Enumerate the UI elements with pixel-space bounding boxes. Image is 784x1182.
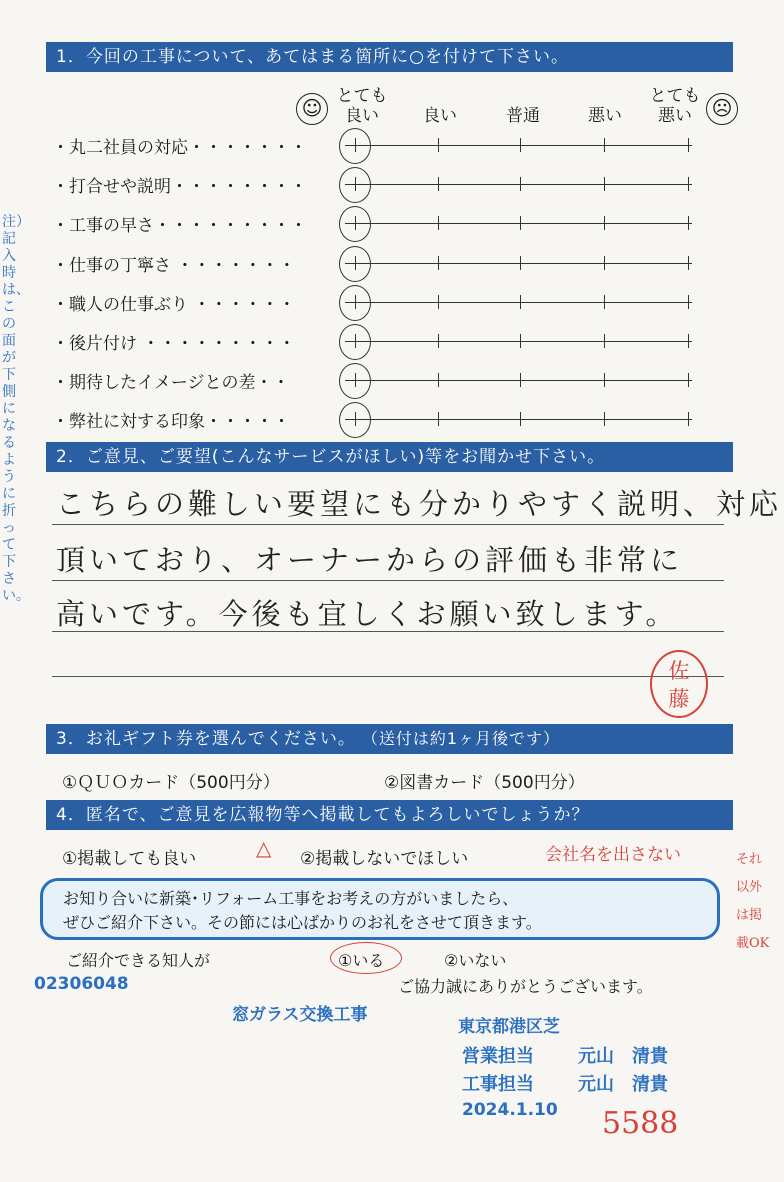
- rating-scale-line: [345, 263, 692, 264]
- rating-selection-circle: [339, 206, 371, 242]
- rating-tick[interactable]: [438, 373, 439, 387]
- sales-label: 営業担当: [462, 1046, 534, 1067]
- rating-tick[interactable]: [688, 295, 689, 309]
- comment-line-3: 高いです。今後も宜しくお願い致します。: [56, 597, 679, 631]
- rating-scale-line: [345, 145, 692, 146]
- rating-row-label: ・弊社に対する印象・・・・・: [52, 412, 290, 432]
- section2-header: 2．ご意見、ご要望(こんなサービスがほしい)等をお聞かせ下さい。: [46, 442, 733, 472]
- publish-option-no: ②掲載しないでほしい: [300, 849, 469, 869]
- rating-tick[interactable]: [438, 334, 439, 348]
- rating-tick[interactable]: [520, 412, 521, 426]
- work-type: 窓ガラス交換工事: [232, 1005, 368, 1025]
- document-code: 02306048: [34, 974, 129, 994]
- handwritten-condition: 会社名を出さない: [545, 845, 681, 865]
- rating-selection-circle: [339, 246, 371, 282]
- referral-box: [40, 878, 720, 940]
- section3-header: 3．お礼ギフト券を選んでください。 （送付は約1ヶ月後です）: [46, 724, 733, 754]
- rating-row-label: ・職人の仕事ぶり ・・・・・・: [52, 295, 296, 315]
- margin-instruction: 注）記入時は、この面が下側になるように折って下さい。: [2, 214, 30, 604]
- rating-tick[interactable]: [438, 216, 439, 230]
- rating-tick[interactable]: [438, 412, 439, 426]
- rating-tick[interactable]: [438, 138, 439, 152]
- scale-label-normal: 普通: [506, 106, 540, 126]
- comment-rule: [52, 580, 724, 581]
- scale-label-very-good: とても 良い: [336, 86, 388, 126]
- rating-selection-circle: [339, 363, 371, 399]
- rating-tick[interactable]: [520, 256, 521, 270]
- rating-row-label: ・工事の早さ・・・・・・・・・: [52, 216, 307, 236]
- rating-scale-line: [345, 419, 692, 420]
- comment-rule: [52, 676, 724, 677]
- rating-scale-line: [345, 302, 692, 303]
- rating-tick[interactable]: [520, 373, 521, 387]
- frown-face-icon: ☹: [706, 93, 738, 125]
- rating-selection-circle: [339, 402, 371, 438]
- gift-option-quo: ①ＱＵＯカード（500円分）: [62, 773, 280, 793]
- rating-tick[interactable]: [520, 177, 521, 191]
- rating-scale-line: [345, 341, 692, 342]
- rating-tick[interactable]: [520, 216, 521, 230]
- rating-scale-line: [345, 184, 692, 185]
- rating-tick[interactable]: [604, 177, 605, 191]
- rating-tick[interactable]: [688, 334, 689, 348]
- work-name: 元山 清貴: [578, 1074, 668, 1095]
- smile-face-icon: ☺: [296, 93, 328, 125]
- rating-selection-circle: [339, 324, 371, 360]
- rating-row-label: ・後片付け ・・・・・・・・・: [52, 334, 296, 354]
- comment-rule: [52, 631, 724, 632]
- rating-row-label: ・丸二社員の対応・・・・・・・: [52, 138, 307, 158]
- scale-label-good: 良い: [423, 106, 457, 126]
- rating-tick[interactable]: [688, 216, 689, 230]
- rating-tick[interactable]: [520, 334, 521, 348]
- scale-label-very-bad: とても 悪い: [649, 86, 701, 126]
- triangle-mark-icon: △: [256, 836, 272, 860]
- comment-line-2: 頂いており、オーナーからの評価も非常に: [56, 543, 684, 577]
- comment-rule: [52, 524, 724, 525]
- gift-option-tosho: ②図書カード（500円分）: [384, 773, 585, 793]
- referral-yes-circle: [330, 942, 402, 974]
- rating-tick[interactable]: [604, 373, 605, 387]
- rating-tick[interactable]: [604, 295, 605, 309]
- sato-seal: 佐藤: [650, 650, 708, 718]
- rating-tick[interactable]: [438, 177, 439, 191]
- rating-selection-circle: [339, 285, 371, 321]
- referral-yes: ①いる: [338, 951, 385, 970]
- section4-header: 4．匿名で、ご意見を広報物等へ掲載してもよろしいでしょうか？: [46, 800, 733, 830]
- rating-tick[interactable]: [688, 256, 689, 270]
- publish-option-ok: ①掲載しても良い: [62, 849, 197, 869]
- rating-row-label: ・打合せや説明・・・・・・・・: [52, 177, 307, 197]
- receipt-number: 5588: [602, 1106, 679, 1141]
- rating-scale-line: [345, 380, 692, 381]
- section1-header: 1．今回の工事について、あてはまる箇所に○を付けて下さい。: [46, 42, 733, 72]
- rating-tick[interactable]: [688, 412, 689, 426]
- rating-row-label: ・期待したイメージとの差・・: [52, 373, 290, 393]
- work-label: 工事担当: [462, 1074, 534, 1095]
- referral-no: ②いない: [444, 951, 507, 970]
- thanks-text: ご協力誠にありがとうございます。: [398, 977, 653, 996]
- rating-selection-circle: [339, 128, 371, 164]
- rating-tick[interactable]: [438, 295, 439, 309]
- rating-tick[interactable]: [604, 138, 605, 152]
- referral-box-line1: お知り合いに新築･リフォーム工事をお考えの方がいましたら、: [63, 889, 519, 908]
- referral-question: ご紹介できる知人が: [66, 951, 211, 970]
- rating-tick[interactable]: [604, 334, 605, 348]
- sales-name: 元山 清貴: [578, 1046, 668, 1067]
- rating-tick[interactable]: [688, 177, 689, 191]
- rating-scale-line: [345, 223, 692, 224]
- date: 2024.1.10: [462, 1100, 558, 1120]
- rating-tick[interactable]: [604, 256, 605, 270]
- rating-selection-circle: [339, 167, 371, 203]
- rating-tick[interactable]: [604, 216, 605, 230]
- rating-tick[interactable]: [688, 373, 689, 387]
- rating-tick[interactable]: [520, 138, 521, 152]
- comment-line-1: こちらの難しい要望にも分かりやすく説明、対応: [56, 487, 783, 521]
- rating-tick[interactable]: [438, 256, 439, 270]
- rating-tick[interactable]: [688, 138, 689, 152]
- margin-note: それ以外は掲載OK: [736, 852, 770, 951]
- scale-label-bad: 悪い: [588, 106, 622, 126]
- rating-tick[interactable]: [520, 295, 521, 309]
- rating-row-label: ・仕事の丁寧さ ・・・・・・・: [52, 256, 296, 276]
- referral-box-line2: ぜひご紹介下さい。その節には心ばかりのお礼をさせて頂きます。: [63, 913, 542, 932]
- location: 東京都港区芝: [458, 1017, 560, 1037]
- rating-tick[interactable]: [604, 412, 605, 426]
